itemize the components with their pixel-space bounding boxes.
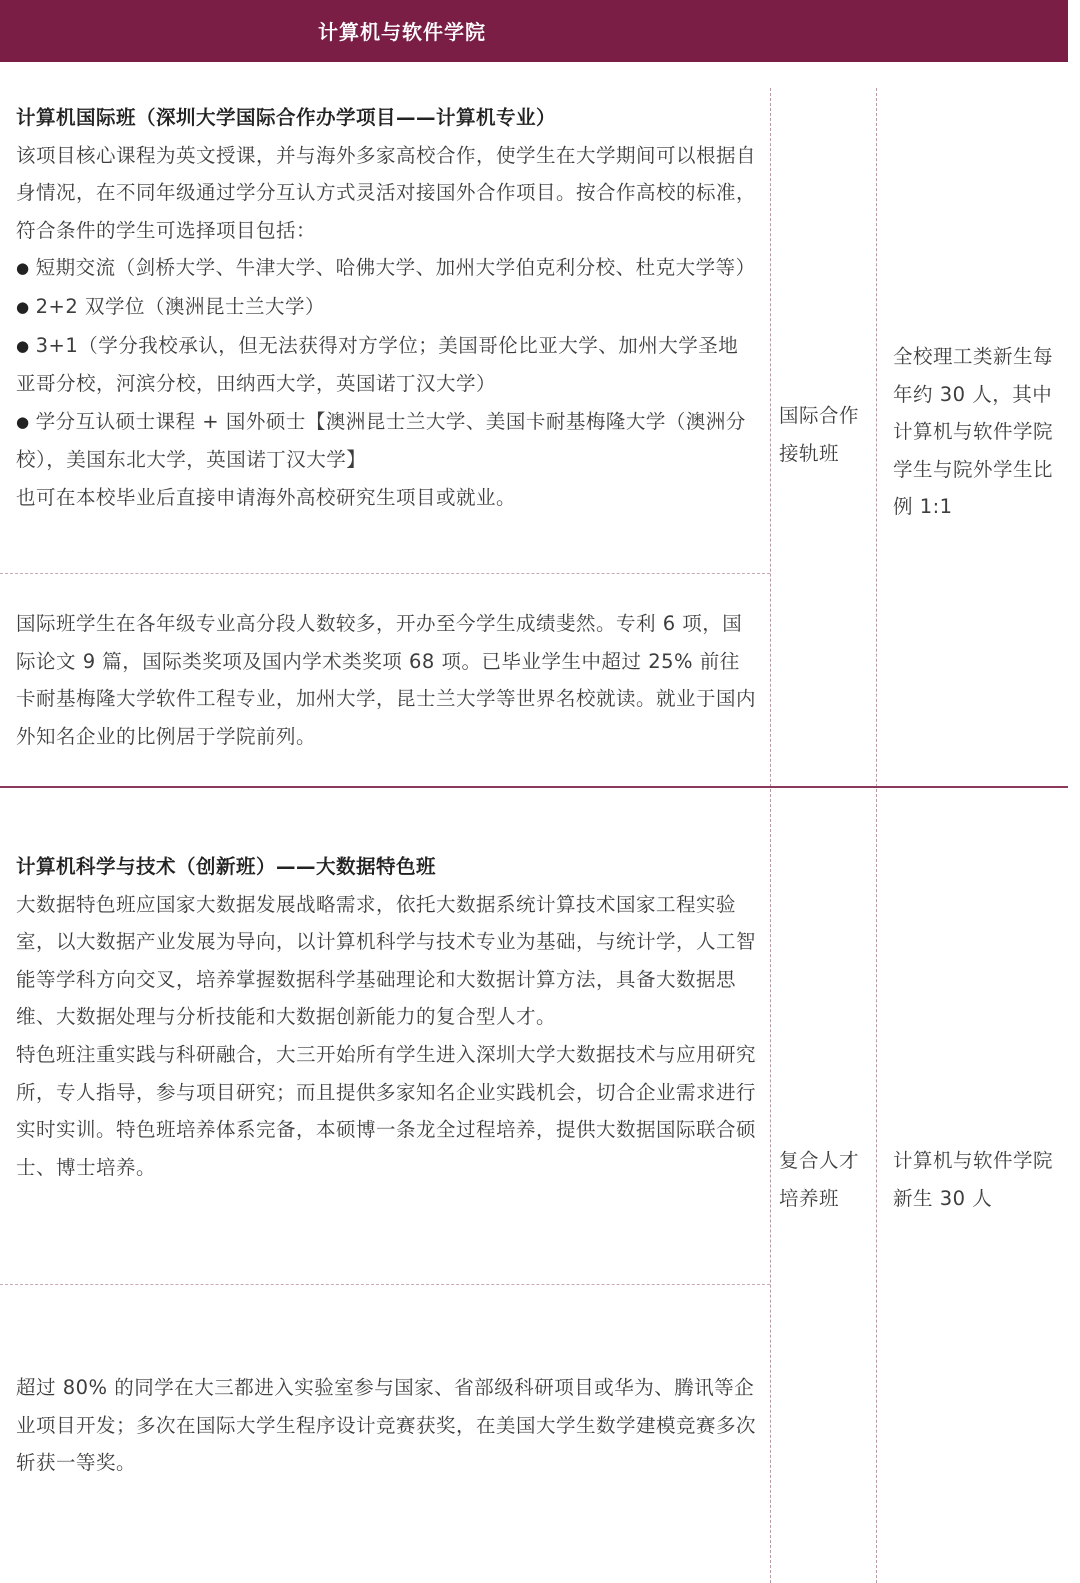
row1-achievements bbox=[16, 605, 758, 755]
row2-para2: 特色班注重实践与科研融合，大三开始所有学生进入深圳大学大数据技术与应用研究所，专人指导，参与项目研究；而且提供多家知名企业实践机会，切合企业需求进行实时实训。特色班培养体系完备，本硕博一条龙全过程培养，提供大数据国际联合硕士、博士培养。 bbox=[16, 1042, 757, 1179]
row1-achievements-text: 国际班学生在各年级专业高分段人数较多，开办至今学生成绩斐然。专利 6 项，国际论文 9 篇，国际类奖项及国内学术类奖项 68 项。已毕业学生中超过 25% 前往卡耐基梅隆大学软件工程专业，加州大学，昆士兰大学等世界名校就读。就业于国内外知名企业的比例居于学院前列。 bbox=[16, 612, 757, 748]
column-divider-2 bbox=[876, 88, 877, 1583]
row-divider bbox=[0, 786, 1068, 788]
row1-bullet-item bbox=[16, 327, 758, 403]
bullet-icon: ● bbox=[16, 297, 30, 316]
row1-program-title: 计算机国际班（深圳大学国际合作办学项目——计算机专业） bbox=[16, 106, 557, 129]
row1-enrollment-text: 全校理工类新生每年约 30 人，其中计算机与软件学院学生与院外学生比例 1:1 bbox=[893, 345, 1054, 519]
row1-bullet-item bbox=[16, 288, 758, 327]
row1-bullet-text: 2+2 双学位（澳洲昆士兰大学） bbox=[35, 294, 325, 318]
row1-bullet-text: 3+1（学分我校承认，但无法获得对方学位；美国哥伦比亚大学、加州大学圣地亚哥分校，河滨分校，田纳西大学，英国诺丁汉大学） bbox=[16, 333, 739, 396]
row1-closing: 也可在本校毕业后直接申请海外高校研究生项目或就业。 bbox=[16, 485, 517, 509]
row2-inner-divider bbox=[0, 1284, 770, 1285]
row1-description bbox=[16, 99, 758, 517]
college-header bbox=[0, 0, 1068, 62]
row2-class-type-text: 复合人才培养班 bbox=[779, 1149, 860, 1210]
row1-bullet-text: 短期交流（剑桥大学、牛津大学、哈佛大学、加州大学伯克利分校、杜克大学等） bbox=[35, 256, 756, 280]
row2-para1: 大数据特色班应国家大数据发展战略需求，依托大数据系统计算技术国家工程实验室，以大数据产业发展为导向，以计算机科学与技术专业为基础，与统计学，人工智能等学科方向交叉，培养掌握数据科学基础理论和大数据计算方法，具备大数据思维、大数据处理与分析技能和大数据创新能力的复合型人才。 bbox=[16, 892, 757, 1029]
row2-enrollment bbox=[893, 1142, 1059, 1217]
row2-enrollment-text: 计算机与软件学院新生 30 人 bbox=[893, 1149, 1054, 1210]
row2-achievements-text: 超过 80% 的同学在大三都进入实验室参与国家、省部级科研项目或华为、腾讯等企业项目开发；多次在国际大学生程序设计竞赛获奖，在美国大学生数学建模竞赛多次斩获一等奖。 bbox=[16, 1376, 757, 1475]
row1-bullet-text: 学分互认硕士课程 + 国外硕士【澳洲昆士兰大学、美国卡耐基梅隆大学（澳洲分校），美国东北大学，英国诺丁汉大学】 bbox=[16, 409, 746, 472]
bullet-icon: ● bbox=[16, 412, 30, 431]
row1-bullet-item bbox=[16, 403, 758, 479]
row1-enrollment bbox=[893, 338, 1059, 526]
bullet-icon: ● bbox=[16, 336, 30, 355]
row2-program-title: 计算机科学与技术（创新班）——大数据特色班 bbox=[16, 855, 437, 878]
row1-bullet-item bbox=[16, 249, 758, 288]
bullet-icon: ● bbox=[16, 259, 30, 278]
row2-achievements bbox=[16, 1369, 758, 1482]
row1-class-type-text: 国际合作接轨班 bbox=[779, 404, 860, 465]
row2-class-type bbox=[779, 1142, 871, 1217]
row1-intro: 该项目核心课程为英文授课，并与海外多家高校合作，使学生在大学期间可以根据自身情况，在不同年级通过学分互认方式灵活对接国外合作项目。按合作高校的标准，符合条件的学生可选择项目包括： bbox=[16, 143, 757, 242]
row1-class-type bbox=[779, 397, 871, 472]
column-divider-1 bbox=[770, 88, 771, 1583]
college-title: 计算机与软件学院 bbox=[318, 20, 486, 44]
row2-description bbox=[16, 848, 758, 1186]
row1-inner-divider bbox=[0, 573, 770, 574]
